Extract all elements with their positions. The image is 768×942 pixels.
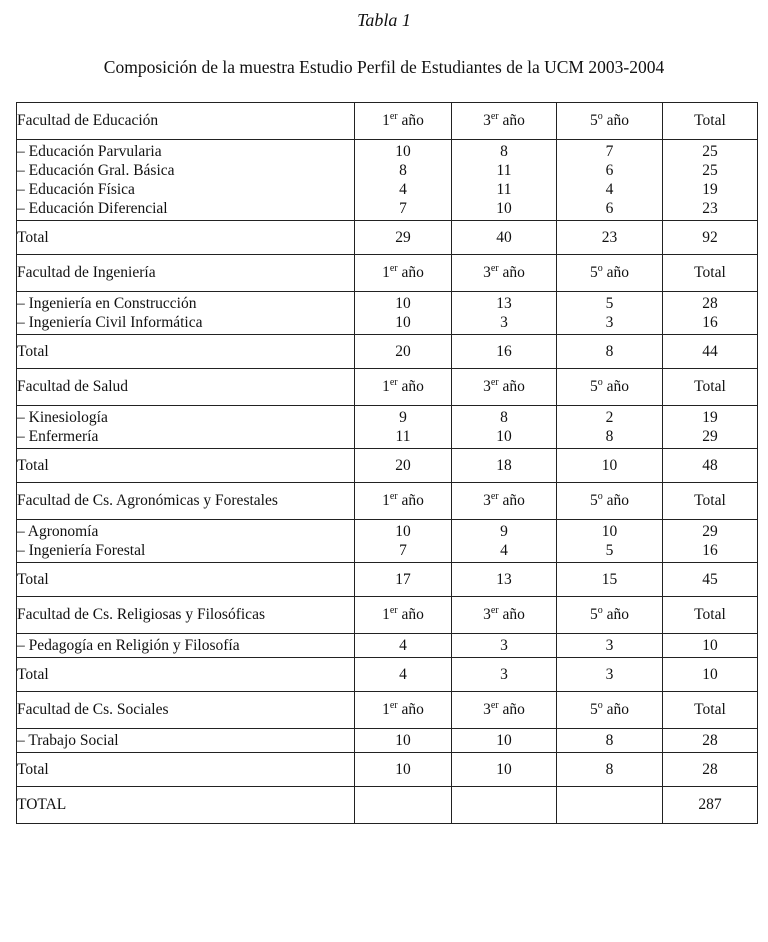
faculty-header-row (17, 369, 758, 406)
column-year-number: 3 (483, 264, 491, 281)
career-5th-year-value: 8 (605, 732, 614, 749)
column-header-3rd-year (452, 597, 557, 634)
career-3rd-year-value: 13 (496, 295, 512, 312)
column-year-word: año (401, 264, 424, 281)
column-header-3rd-year (452, 692, 557, 729)
faculty-total-label: Total (17, 563, 355, 597)
faculty-name: Facultad de Cs. Sociales (17, 692, 355, 729)
faculty-total-sum: 92 (663, 221, 758, 255)
career-1st-year-value: 10 (395, 523, 411, 540)
career-5th-year-value-column (557, 406, 663, 449)
column-header-total: Total (663, 692, 758, 729)
column-header-1st-year (355, 103, 452, 140)
faculty-total-3rd-year: 3 (452, 658, 557, 692)
career-name: – Educación Física (17, 181, 135, 198)
column-header-5th-year (557, 103, 663, 140)
career-1st-year-value-column (355, 292, 452, 335)
column-header-1st-year (355, 483, 452, 520)
faculty-total-label: Total (17, 335, 355, 369)
faculty-total-sum: 45 (663, 563, 758, 597)
career-total-value: 23 (702, 200, 718, 217)
career-name-column (17, 292, 355, 335)
faculty-total-label: Total (17, 449, 355, 483)
career-3rd-year-value-column (452, 634, 557, 658)
career-3rd-year-value: 9 (500, 523, 508, 540)
column-header-5th-year (557, 255, 663, 292)
career-name: – Educación Diferencial (17, 200, 168, 217)
career-total-value-column (663, 634, 758, 658)
column-header-3rd-year (452, 255, 557, 292)
column-year-number: 3 (483, 112, 491, 129)
faculty-total-1st-year: 10 (355, 753, 452, 787)
faculty-total-5th-year: 15 (557, 563, 663, 597)
career-total-value-column (663, 292, 758, 335)
column-year-ordinal: er (490, 699, 499, 711)
column-year-number: 3 (483, 492, 491, 509)
career-5th-year-value: 5 (605, 542, 614, 559)
faculty-total-1st-year: 20 (355, 335, 452, 369)
faculty-header-row (17, 692, 758, 729)
faculty-header-row (17, 483, 758, 520)
career-total-value: 16 (702, 314, 718, 331)
column-year-ordinal: er (389, 604, 398, 616)
career-name: – Educación Parvularia (17, 143, 162, 160)
career-3rd-year-value: 8 (500, 409, 508, 426)
column-header-total: Total (663, 597, 758, 634)
career-3rd-year-value-column (452, 406, 557, 449)
career-name: – Ingeniería Civil Informática (17, 314, 203, 331)
career-name: – Ingeniería Forestal (17, 542, 146, 559)
faculty-total-5th-year: 3 (557, 658, 663, 692)
column-year-ordinal: o (597, 604, 603, 616)
faculty-total-5th-year: 8 (557, 335, 663, 369)
career-name: – Enfermería (17, 428, 99, 445)
column-year-number: 1 (382, 264, 390, 281)
empty-cell (355, 787, 452, 824)
column-year-number: 5 (589, 378, 598, 395)
column-year-number: 5 (589, 606, 598, 623)
column-header-1st-year (355, 369, 452, 406)
career-total-value: 25 (702, 143, 718, 160)
column-year-ordinal: er (490, 604, 499, 616)
career-1st-year-value: 8 (399, 162, 407, 179)
career-1st-year-value: 7 (399, 542, 407, 559)
faculty-total-sum: 28 (663, 753, 758, 787)
column-year-number: 5 (589, 112, 598, 129)
career-total-value: 28 (702, 295, 718, 312)
faculty-total-1st-year: 4 (355, 658, 452, 692)
table-caption: Tabla 1 (357, 10, 411, 30)
career-name: – Kinesiología (17, 409, 108, 426)
faculty-header-row (17, 255, 758, 292)
career-name-column (17, 634, 355, 658)
faculty-total-3rd-year: 13 (452, 563, 557, 597)
faculty-total-label: Total (17, 221, 355, 255)
column-year-number: 1 (382, 112, 390, 129)
faculty-total-5th-year: 23 (557, 221, 663, 255)
column-header-total: Total (663, 483, 758, 520)
column-year-word: año (606, 606, 629, 623)
career-5th-year-value-column (557, 634, 663, 658)
column-header-1st-year (355, 255, 452, 292)
column-year-word: año (606, 701, 629, 718)
column-header-1st-year (355, 597, 452, 634)
column-header-3rd-year (452, 483, 557, 520)
career-1st-year-value-column (355, 729, 452, 753)
column-header-5th-year (557, 483, 663, 520)
faculty-total-3rd-year: 16 (452, 335, 557, 369)
career-total-value: 19 (702, 181, 718, 198)
faculty-total-5th-year: 8 (557, 753, 663, 787)
career-5th-year-value: 7 (605, 143, 614, 160)
career-3rd-year-value: 3 (500, 314, 508, 331)
career-total-value-column (663, 520, 758, 563)
column-header-total: Total (663, 255, 758, 292)
column-year-number: 3 (483, 606, 491, 623)
career-1st-year-value: 10 (395, 732, 411, 749)
career-name: – Ingeniería en Construcción (17, 295, 197, 312)
career-total-value: 28 (702, 732, 718, 749)
column-year-word: año (502, 701, 525, 718)
career-list-row (17, 520, 758, 563)
faculty-total-sum: 44 (663, 335, 758, 369)
career-1st-year-value: 7 (399, 200, 407, 217)
faculty-total-row (17, 753, 758, 787)
column-year-number: 5 (589, 264, 598, 281)
column-year-word: año (606, 378, 629, 395)
career-5th-year-value: 3 (605, 637, 614, 654)
faculty-total-row (17, 449, 758, 483)
career-1st-year-value: 4 (399, 181, 407, 198)
column-year-word: año (401, 378, 424, 395)
column-header-total: Total (663, 369, 758, 406)
faculty-total-label: Total (17, 753, 355, 787)
career-total-value: 10 (702, 637, 718, 654)
column-year-word: año (401, 492, 424, 509)
career-name: – Educación Gral. Básica (17, 162, 175, 179)
career-total-value: 25 (702, 162, 718, 179)
career-total-value: 16 (702, 542, 718, 559)
career-3rd-year-value-column (452, 292, 557, 335)
career-3rd-year-value: 11 (496, 162, 512, 179)
career-1st-year-value-column (355, 140, 452, 221)
column-header-1st-year (355, 692, 452, 729)
faculty-total-row (17, 221, 758, 255)
column-year-word: año (502, 492, 525, 509)
empty-cell (452, 787, 557, 824)
career-list-row (17, 729, 758, 753)
career-3rd-year-value-column (452, 729, 557, 753)
career-name: – Trabajo Social (17, 732, 119, 749)
faculty-name: Facultad de Ingeniería (17, 255, 355, 292)
career-5th-year-value: 10 (601, 523, 618, 540)
career-list-row (17, 292, 758, 335)
faculty-header-row (17, 597, 758, 634)
career-5th-year-value: 5 (605, 295, 614, 312)
career-list-row (17, 406, 758, 449)
grand-total-label: TOTAL (17, 787, 355, 824)
career-1st-year-value: 4 (399, 637, 407, 654)
column-header-5th-year (557, 597, 663, 634)
career-1st-year-value-column (355, 634, 452, 658)
career-3rd-year-value: 3 (500, 637, 508, 654)
column-year-ordinal: er (389, 110, 398, 122)
career-5th-year-value-column (557, 520, 663, 563)
career-3rd-year-value-column (452, 140, 557, 221)
career-total-value: 19 (702, 409, 718, 426)
column-year-number: 3 (483, 701, 491, 718)
grand-total-value: 287 (663, 787, 758, 824)
grand-total-row (17, 787, 758, 824)
column-year-word: año (401, 701, 424, 718)
career-1st-year-value: 11 (395, 428, 411, 445)
career-3rd-year-value: 11 (496, 181, 512, 198)
career-1st-year-value: 10 (395, 143, 411, 160)
career-name-column (17, 406, 355, 449)
career-name-column (17, 729, 355, 753)
column-year-ordinal: er (389, 262, 398, 274)
column-year-word: año (401, 606, 424, 623)
faculty-name: Facultad de Educación (17, 103, 355, 140)
table-body (17, 103, 758, 824)
column-header-3rd-year (452, 369, 557, 406)
column-year-word: año (401, 112, 424, 129)
career-5th-year-value-column (557, 729, 663, 753)
career-total-value-column (663, 406, 758, 449)
faculty-total-sum: 48 (663, 449, 758, 483)
column-year-ordinal: o (597, 262, 603, 274)
faculty-total-3rd-year: 10 (452, 753, 557, 787)
column-year-number: 1 (382, 606, 390, 623)
column-year-ordinal: er (490, 262, 499, 274)
career-3rd-year-value-column (452, 520, 557, 563)
column-year-number: 5 (589, 701, 598, 718)
faculty-total-1st-year: 17 (355, 563, 452, 597)
column-year-word: año (502, 264, 525, 281)
column-year-ordinal: er (389, 490, 398, 502)
column-year-ordinal: er (389, 699, 398, 711)
career-1st-year-value-column (355, 406, 452, 449)
faculty-total-3rd-year: 18 (452, 449, 557, 483)
column-header-5th-year (557, 369, 663, 406)
career-1st-year-value-column (355, 520, 452, 563)
career-5th-year-value: 6 (605, 200, 614, 217)
column-year-ordinal: er (490, 376, 499, 388)
career-5th-year-value-column (557, 292, 663, 335)
faculty-header-row (17, 103, 758, 140)
career-total-value: 29 (702, 428, 718, 445)
faculty-name: Facultad de Cs. Agronómicas y Forestales (17, 483, 355, 520)
faculty-total-sum: 10 (663, 658, 758, 692)
faculty-total-3rd-year: 40 (452, 221, 557, 255)
column-year-number: 1 (382, 492, 390, 509)
career-5th-year-value: 4 (605, 181, 614, 198)
career-5th-year-value: 8 (605, 428, 614, 445)
column-year-word: año (502, 606, 525, 623)
career-total-value-column (663, 140, 758, 221)
faculty-name: Facultad de Salud (17, 369, 355, 406)
career-3rd-year-value: 10 (496, 732, 512, 749)
column-year-number: 3 (483, 378, 491, 395)
faculty-total-label: Total (17, 658, 355, 692)
column-year-word: año (502, 378, 525, 395)
faculty-name: Facultad de Cs. Religiosas y Filosóficas (17, 597, 355, 634)
column-year-ordinal: er (490, 490, 499, 502)
career-3rd-year-value: 8 (500, 143, 508, 160)
faculty-total-5th-year: 10 (557, 449, 663, 483)
column-year-ordinal: o (597, 699, 603, 711)
column-year-ordinal: o (597, 490, 603, 502)
empty-cell (557, 787, 663, 824)
column-header-5th-year (557, 692, 663, 729)
career-1st-year-value: 9 (399, 409, 407, 426)
column-year-word: año (606, 264, 629, 281)
faculty-total-row (17, 335, 758, 369)
career-5th-year-value: 2 (605, 409, 614, 426)
career-list-row (17, 634, 758, 658)
career-3rd-year-value: 10 (496, 428, 512, 445)
career-3rd-year-value: 10 (496, 200, 512, 217)
column-header-total: Total (663, 103, 758, 140)
career-list-row (17, 140, 758, 221)
career-5th-year-value: 3 (605, 314, 614, 331)
sample-composition-table (16, 102, 758, 824)
column-year-word: año (606, 112, 629, 129)
career-5th-year-value: 6 (605, 162, 614, 179)
column-year-ordinal: er (389, 376, 398, 388)
column-header-3rd-year (452, 103, 557, 140)
faculty-total-1st-year: 20 (355, 449, 452, 483)
career-total-value-column (663, 729, 758, 753)
career-name: – Pedagogía en Religión y Filosofía (17, 637, 240, 654)
career-name-column (17, 520, 355, 563)
column-year-number: 1 (382, 378, 390, 395)
column-year-ordinal: er (490, 110, 499, 122)
column-year-word: año (502, 112, 525, 129)
career-1st-year-value: 10 (395, 295, 411, 312)
column-year-ordinal: o (597, 376, 603, 388)
career-total-value: 29 (702, 523, 718, 540)
career-3rd-year-value: 4 (500, 542, 508, 559)
column-year-number: 1 (382, 701, 390, 718)
career-5th-year-value-column (557, 140, 663, 221)
faculty-total-row (17, 658, 758, 692)
faculty-total-1st-year: 29 (355, 221, 452, 255)
career-name: – Agronomía (17, 523, 99, 540)
column-year-word: año (606, 492, 629, 509)
table-title: Composición de la muestra Estudio Perfil de Estudiantes de la UCM 2003-2004 (103, 57, 665, 77)
column-year-number: 5 (589, 492, 598, 509)
column-year-ordinal: o (597, 110, 603, 122)
career-name-column (17, 140, 355, 221)
faculty-total-row (17, 563, 758, 597)
career-1st-year-value: 10 (395, 314, 411, 331)
